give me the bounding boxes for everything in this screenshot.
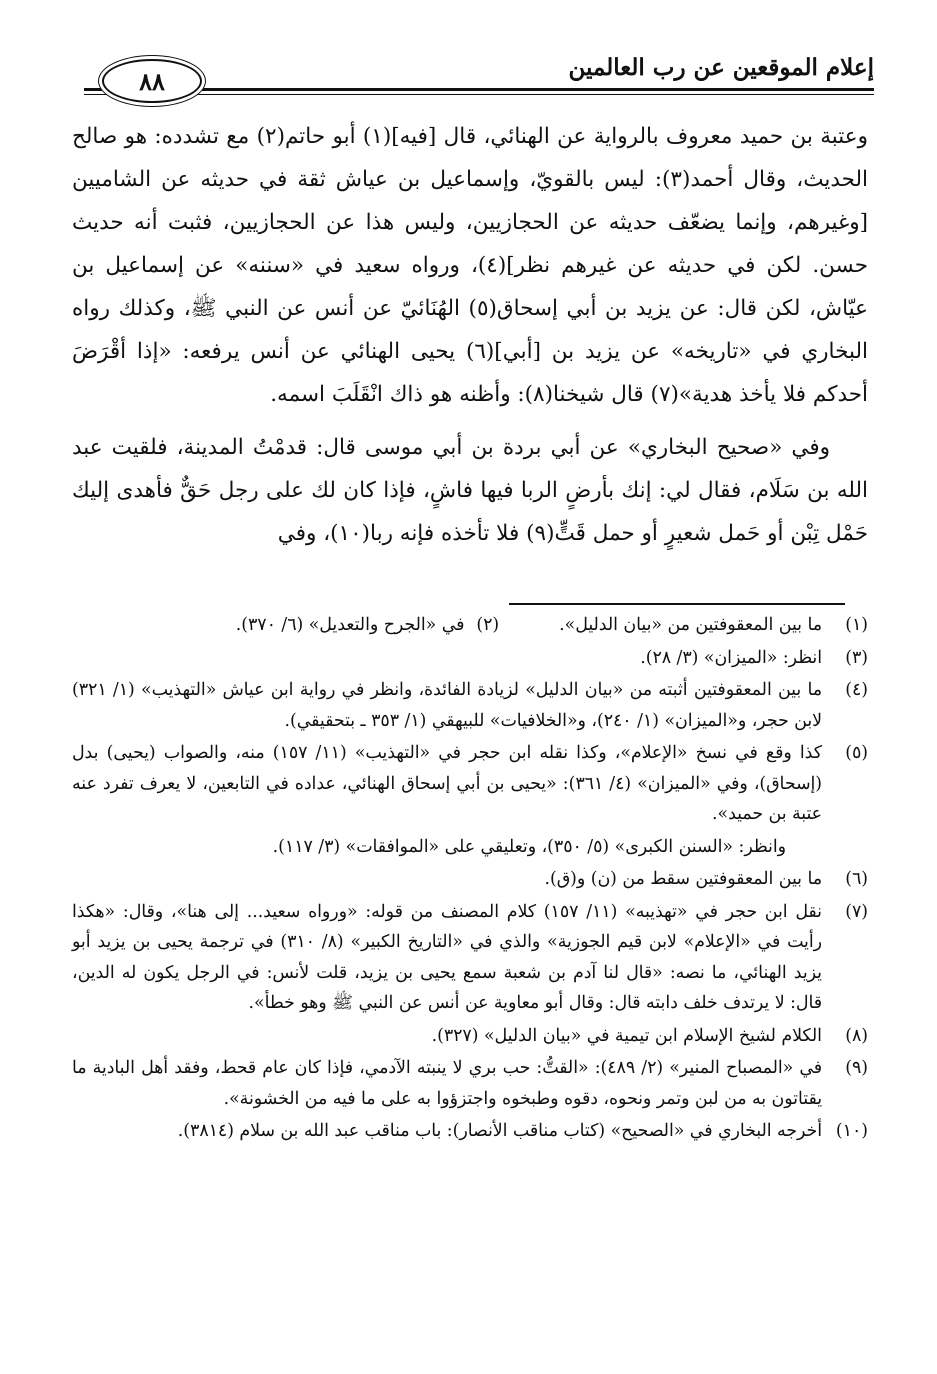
footnote-text: انظر: «الميزان» (٣/ ٢٨). — [640, 647, 822, 668]
footnote-text: ما بين المعقوفتين سقط من (ن) و(ق). — [544, 869, 822, 889]
footnote-number: (٤) — [845, 680, 868, 700]
body-paragraph-2: وفي «صحيح البخاري» عن أبي بردة بن أبي موسى قال: قدمْتُ المدينة، فلقيت عبد الله بن سَلَام، فقال لي: إنك بأرضٍ الربا فيها فاشٍ، فإذا كان لك على رجل حَقٌّ فأهدى إليك حَمْل تِبْن أو حَمل شعيرٍ أو حمل قَتٍّ(٩) فلا تأخذه فإنه ربا(١٠)، وفي — [72, 435, 868, 546]
footnote-3 — [72, 643, 868, 674]
footnote-number: (٧) — [845, 901, 868, 922]
footnote-5-continued — [72, 832, 868, 863]
footnote-number: (٣) — [845, 647, 868, 668]
footnotes — [72, 610, 868, 1149]
footnote-text: كذا وقع في نسخ «الإعلام»، وكذا نقله ابن حجر في «التهذيب» (١١/ ١٥٧) منه، والصواب (يحيى) بدل (إسحاق)، وفي «الميزان» (٤/ ٣٦١): «يحيى بن أبي إسحاق الهنائي، عداده في التابعين، لا يعرف تفرد عنه عتبة بن حميد». — [72, 743, 822, 824]
footnote-6 — [72, 864, 868, 895]
footnote-text: ما بين المعقوفتين من «بيان الدليل». — [559, 615, 822, 635]
footnote-number: (٢) — [476, 615, 500, 635]
footnote-number: (١) — [845, 615, 868, 635]
running-title: إعلام الموقعين عن رب العالمين — [568, 54, 874, 81]
header-rule-thin — [84, 94, 874, 95]
page-number: ٨٨ — [102, 59, 202, 103]
footnote-4 — [72, 675, 868, 736]
footnote-7 — [72, 897, 868, 1019]
footnote-9 — [72, 1053, 868, 1114]
main-text — [72, 115, 868, 555]
footnote-text: ما بين المعقوفتين أثبته من «بيان الدليل» لزيادة الفائدة، وانظر في رواية ابن عياش «التهذيب» (١/ ٣٢١) لابن حجر، و«الميزان» (١/ ٢٤٠)، و«الخلافيات» للبيهقي (١/ ٣٥٣ ـ بتحقيقي). — [72, 680, 822, 731]
footnote-10 — [72, 1116, 868, 1147]
footnote-text: في «الجرح والتعديل» (٦/ ٣٧٠). — [235, 615, 465, 635]
footnote-number: (٩) — [845, 1058, 868, 1078]
footnote-number: (١٠) — [835, 1121, 868, 1141]
footnote-text: وانظر: «السنن الكبرى» (٥/ ٣٥٠)، وتعليقي على «الموافقات» (٣/ ١١٧). — [272, 836, 786, 857]
footnote-text: أخرجه البخاري في «الصحيح» (كتاب مناقب الأنصار): باب مناقب عبد الله بن سلام (٣٨١٤). — [177, 1121, 822, 1141]
footnote-text: نقل ابن حجر في «تهذيبه» (١١/ ١٥٧) كلام المصنف من قوله: «ورواه سعيد... إلى هنا»، وقال: «هكذا رأيت في «الإعلام» لابن قيم الجوزية» والذي في «التاريخ الكبير» (٨/ ٣١٠) في ترجمة يحيى بن يزيد أبو يزيد الهنائي، ما نصه: «قال لنا آدم بن شعبة سمع يحيى بن يزيد، قلت لأنس: في الرجل يكون له الدين، قال: لا يرتدف خلف دابته قال: وقال أبو معاوية عن أنس عن النبي ﷺ وهو خطأ». — [72, 901, 822, 1013]
page-header — [84, 44, 874, 100]
body-paragraph-1: وعتبة بن حميد معروف بالرواية عن الهنائي، قال [فيه](١) أبو حاتم(٢) مع تشدده: هو صالح الحديث، وقال أحمد(٣): ليس بالقويّ، وإسماعيل بن عياش ثقة في حديثه عن الشاميين [وغيرهم، وإنما يضعّف حديثه عن الحجازيين، وليس هذا عن الحجازيين، فثبت أنه حديث حسن. لكن في حديثه عن غيرهم نظر](٤)، ورواه سعيد في «سننه» عن إسماعيل بن عيّاش، لكن قال: عن يزيد بن أبي إسحاق(٥) الهُنَائيّ عن أنس عن النبي ﷺ، وكذلك رواه البخاري في «تاريخه» عن يزيد بن [أبي](٦) يحيى الهنائي عن أنس يرفعه: «إذا أقْرَضَ أحدكم فلا يأخذ هدية»(٧) قال شيخنا(٨): وأظنه هو ذاك انْقَلَبَ اسمه. — [72, 124, 869, 407]
footnote-1-2 — [72, 610, 868, 641]
header-rule — [84, 88, 874, 91]
footnote-5 — [72, 738, 868, 830]
footnote-separator — [509, 603, 845, 605]
footnote-number: (٦) — [845, 869, 868, 889]
footnote-text: في «المصباح المنير» (٢/ ٤٨٩): «القتُّ: حب بري لا ينبته الآدمي، فإذا كان عام قحط، وفقد أهل البادية ما يقتاتون به من لبن وتمر ونحوه، دقوه وطبخوه واجتزؤوا به على ما فيه من الخشونة». — [72, 1058, 822, 1109]
footnote-text: الكلام لشيخ الإسلام ابن تيمية في «بيان الدليل» (٣٢٧). — [431, 1025, 822, 1046]
footnote-number: (٥) — [845, 743, 868, 763]
footnote-8 — [72, 1021, 868, 1052]
footnote-number: (٨) — [845, 1025, 868, 1046]
